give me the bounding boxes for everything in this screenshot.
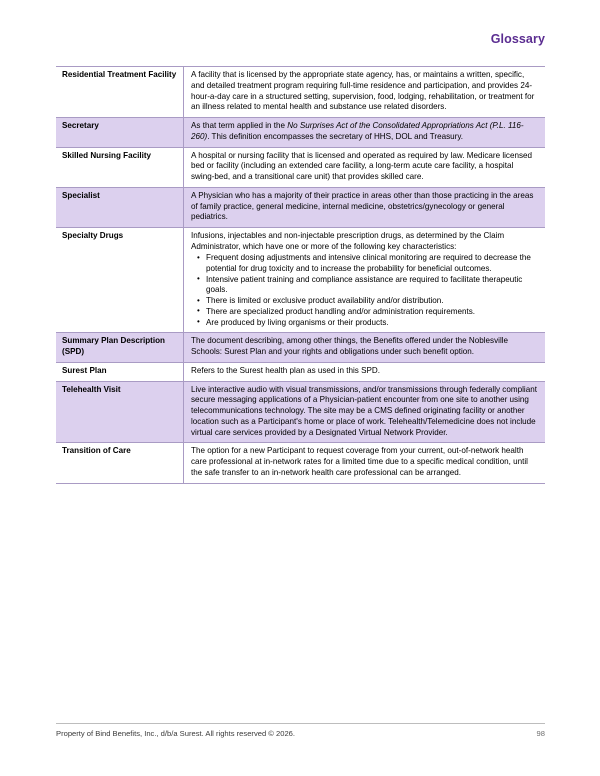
definition-text: A facility that is licensed by the appropriate state agency, has, or maintains a written, specific, and detailed treatment program requiring full-time residence and participation, and provides 24-hour-a-day care in a structured setting, supervision, food, lodging, rehabilitation, or treatment for an illness related to mental health and substance use related disorders. bbox=[191, 70, 535, 112]
glossary-term: Telehealth Visit bbox=[56, 381, 184, 443]
list-item: • There is limited or exclusive product availability and/or distribution. bbox=[206, 296, 537, 307]
glossary-definition bbox=[184, 228, 546, 333]
definition-bullet-list bbox=[191, 253, 537, 328]
table-row bbox=[56, 333, 545, 363]
glossary-definition bbox=[184, 333, 546, 363]
definition-citation: No Surprises Act of the Consolidated Appropriations Act (P.L. 116-260) bbox=[191, 121, 524, 141]
glossary-term: Surest Plan bbox=[56, 362, 184, 381]
page-title: Glossary bbox=[490, 32, 545, 46]
table-row bbox=[56, 443, 545, 483]
footer-page-number: 98 bbox=[536, 729, 545, 738]
page-header bbox=[56, 30, 545, 48]
table-row bbox=[56, 67, 545, 118]
glossary-term: Specialist bbox=[56, 187, 184, 227]
glossary-definition bbox=[184, 381, 546, 443]
definition-text: The document describing, among other things, the Benefits offered under the Noblesville Schools: Surest Plan and your rights and obligations under such benefit option. bbox=[191, 336, 509, 356]
table-row bbox=[56, 228, 545, 333]
glossary-term: Skilled Nursing Facility bbox=[56, 147, 184, 187]
definition-text: Refers to the Surest health plan as used in this SPD. bbox=[191, 365, 380, 375]
definition-lead: As that term applied in the bbox=[191, 121, 288, 130]
table-row bbox=[56, 147, 545, 187]
definition-text: A hospital or nursing facility that is licensed and operated as required by law. Medicare licensed bed or facility (including an extended care facility, a long-term acute care facility, a hospital swing-bed, and a transitional care unit) that provides skilled care. bbox=[191, 150, 533, 181]
list-item: • Intensive patient training and compliance assistance are required to facilitate therapeutic goals. bbox=[206, 275, 537, 297]
definition-text bbox=[191, 121, 537, 143]
glossary-definition bbox=[184, 118, 546, 148]
table-row bbox=[56, 381, 545, 443]
glossary-definition bbox=[184, 67, 546, 118]
footer-copyright: Property of Bind Benefits, Inc., d/b/a Surest. All rights reserved © 2026. bbox=[56, 729, 296, 738]
glossary-table bbox=[56, 66, 545, 484]
table-row bbox=[56, 187, 545, 227]
definition-text: Live interactive audio with visual transmissions, and/or transmissions through federally compliant secure messaging applications of a Physician-patient encounter from one site to another using telecommunications technology. The site may be a CMS defined originating facility or another location such as a Participant's home or place of work. Telehealth/Telemedicine does not include virtual care services provided by a Designated Virtual Network Provider. bbox=[191, 384, 537, 437]
definition-text: Infusions, injectables and non-injectable prescription drugs, as determined by the Claim Administrator, which have one or more of the following key characteristics: bbox=[191, 231, 505, 251]
list-item: • Are produced by living organisms or their products. bbox=[206, 318, 537, 329]
definition-tail: . This definition encompasses the secretary of HHS, DOL and Treasury. bbox=[207, 131, 464, 141]
glossary-table-body bbox=[56, 67, 545, 484]
list-item: • Frequent dosing adjustments and intensive clinical monitoring are required to decrease the potential for drug toxicity and to increase the probability for beneficial outcomes. bbox=[206, 253, 537, 275]
table-row bbox=[56, 118, 545, 148]
glossary-definition bbox=[184, 147, 546, 187]
glossary-term: Transition of Care bbox=[56, 443, 184, 483]
page-footer bbox=[56, 723, 545, 738]
definition-text: A Physician who has a majority of their practice in areas other than those practicing in the areas of family practice, general medicine, internal medicine, obstetrics/gynecology or general pediatrics. bbox=[191, 190, 534, 222]
glossary-definition bbox=[184, 362, 546, 381]
glossary-term: Secretary bbox=[56, 118, 184, 148]
list-item: • There are specialized product handling and/or administration requirements. bbox=[206, 307, 537, 318]
glossary-definition bbox=[184, 443, 546, 483]
glossary-term: Summary Plan Description (SPD) bbox=[56, 333, 184, 363]
table-row bbox=[56, 362, 545, 381]
definition-text: The option for a new Participant to request coverage from your current, out-of-network health care professional at in-network rates for a limited time due to a specific medical condition, until the safe transfer to an in-network health care professional can be arranged. bbox=[191, 446, 528, 477]
glossary-term: Specialty Drugs bbox=[56, 228, 184, 333]
glossary-term: Residential Treatment Facility bbox=[56, 67, 184, 118]
glossary-definition bbox=[184, 187, 546, 227]
